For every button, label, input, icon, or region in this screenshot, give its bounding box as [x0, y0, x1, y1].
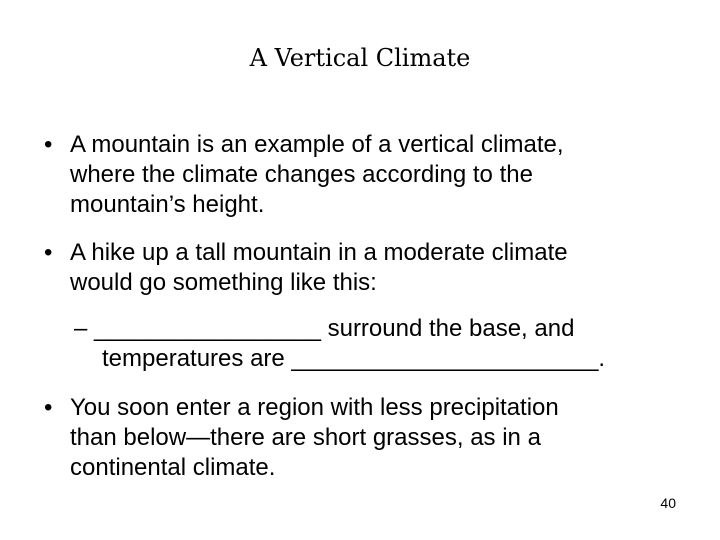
bullet-line: where the climate changes according to the: [70, 161, 533, 188]
bullet-line: than below—there are short grasses, as in a: [70, 424, 541, 451]
sub-bullet-line: – _________________ surround the base, and: [74, 315, 575, 342]
bullet-hike-description: [44, 238, 694, 303]
bullet-marker: •: [44, 394, 53, 421]
bullet-text: [70, 238, 680, 298]
bullet-line: A mountain is an example of a vertical climate,: [70, 131, 564, 158]
sub-bullet-fill-in: [74, 314, 704, 379]
bullet-text: [70, 130, 680, 220]
bullet-line: mountain’s height.: [70, 191, 265, 218]
bullet-text: [70, 393, 680, 483]
bullet-line: You soon enter a region with less precipitation: [70, 394, 559, 421]
bullet-line: would go something like this:: [70, 269, 377, 296]
sub-bullet-line: temperatures are _______________________.: [102, 345, 606, 372]
bullet-precipitation-region: [44, 393, 694, 488]
bullet-line: A hike up a tall mountain in a moderate climate: [70, 239, 568, 266]
page-number: 40: [660, 495, 676, 511]
bullet-marker: •: [44, 131, 53, 158]
bullet-marker: •: [44, 239, 53, 266]
bullet-vertical-climate: [44, 130, 694, 225]
bullet-line: continental climate.: [70, 454, 276, 481]
page-title: A Vertical Climate: [249, 44, 471, 72]
